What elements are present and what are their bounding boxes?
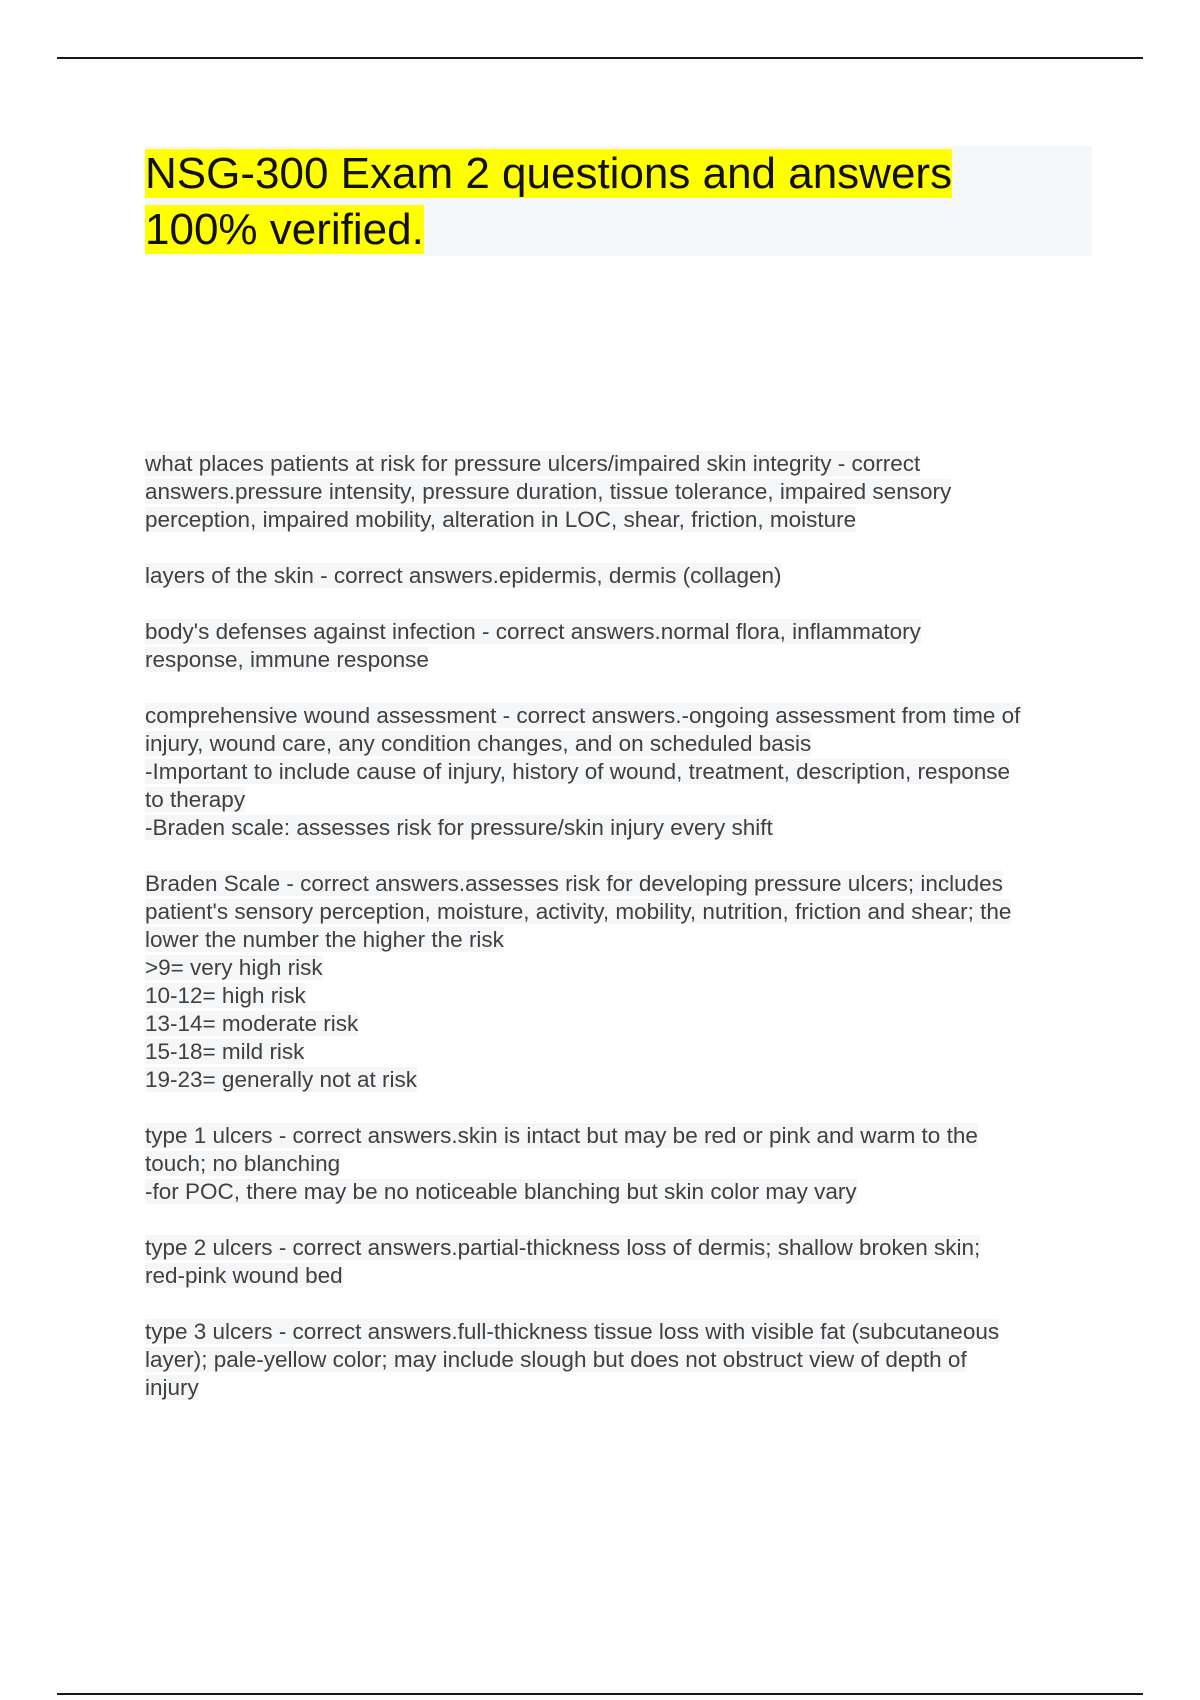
qa-line: 19-23= generally not at risk	[145, 1067, 418, 1092]
qa-line: layer); pale-yellow color; may include slough but does not obstruct view of depth of	[145, 1347, 967, 1372]
qa-entry-skin-layers	[145, 562, 1095, 590]
qa-line: layers of the skin - correct answers.epidermis, dermis (collagen)	[145, 563, 782, 588]
footer-rule	[57, 1693, 1143, 1695]
title-line-1: NSG-300 Exam 2 questions and answers	[145, 149, 953, 198]
title-block	[145, 146, 1092, 256]
qa-line: lower the number the higher the risk	[145, 927, 504, 952]
qa-entry-braden-scale	[145, 870, 1095, 1094]
qa-line: response, immune response	[145, 647, 429, 672]
qa-line: touch; no blanching	[145, 1151, 341, 1176]
qa-line: 15-18= mild risk	[145, 1039, 305, 1064]
qa-line: to therapy	[145, 787, 246, 812]
qa-line: what places patients at risk for pressure ulcers/impaired skin integrity - correct	[145, 451, 921, 476]
qa-line: type 2 ulcers - correct answers.partial-thickness loss of dermis; shallow broken skin;	[145, 1235, 981, 1260]
page-title	[145, 149, 952, 254]
qa-line: -Braden scale: assesses risk for pressure/skin injury every shift	[145, 815, 773, 840]
qa-line: red-pink wound bed	[145, 1263, 343, 1288]
qa-line: injury, wound care, any condition changes, and on scheduled basis	[145, 731, 812, 756]
qa-entry-type-1-ulcers	[145, 1122, 1095, 1206]
qa-line: answers.pressure intensity, pressure duration, tissue tolerance, impaired sensory	[145, 479, 952, 504]
qa-line: comprehensive wound assessment - correct answers.-ongoing assessment from time of	[145, 703, 1021, 728]
qa-entry-wound-assessment	[145, 702, 1095, 842]
qa-line: 13-14= moderate risk	[145, 1011, 359, 1036]
qa-entry-type-3-ulcers	[145, 1318, 1095, 1402]
title-line-2: 100% verified.	[145, 205, 424, 254]
qa-line: >9= very high risk	[145, 955, 323, 980]
qa-line: type 1 ulcers - correct answers.skin is intact but may be red or pink and warm to the	[145, 1123, 978, 1148]
qa-line: body's defenses against infection - correct answers.normal flora, inflammatory	[145, 619, 921, 644]
qa-line: 10-12= high risk	[145, 983, 306, 1008]
qa-line: -for POC, there may be no noticeable blanching but skin color may vary	[145, 1179, 857, 1204]
qa-entry-infection-defenses	[145, 618, 1095, 674]
qa-line: perception, impaired mobility, alteration in LOC, shear, friction, moisture	[145, 507, 857, 532]
qa-line: -Important to include cause of injury, history of wound, treatment, description, response	[145, 759, 1011, 784]
qa-entry-type-2-ulcers	[145, 1234, 1095, 1290]
qa-line: Braden Scale - correct answers.assesses risk for developing pressure ulcers; includes	[145, 871, 1003, 896]
qa-line: injury	[145, 1375, 199, 1400]
header-rule	[57, 57, 1143, 59]
qa-entry-pressure-ulcer-risk	[145, 450, 1095, 534]
qa-list	[145, 450, 1095, 1430]
qa-line: patient's sensory perception, moisture, activity, mobility, nutrition, friction and shear; the	[145, 899, 1012, 924]
qa-line: type 3 ulcers - correct answers.full-thickness tissue loss with visible fat (subcutaneous	[145, 1319, 1000, 1344]
